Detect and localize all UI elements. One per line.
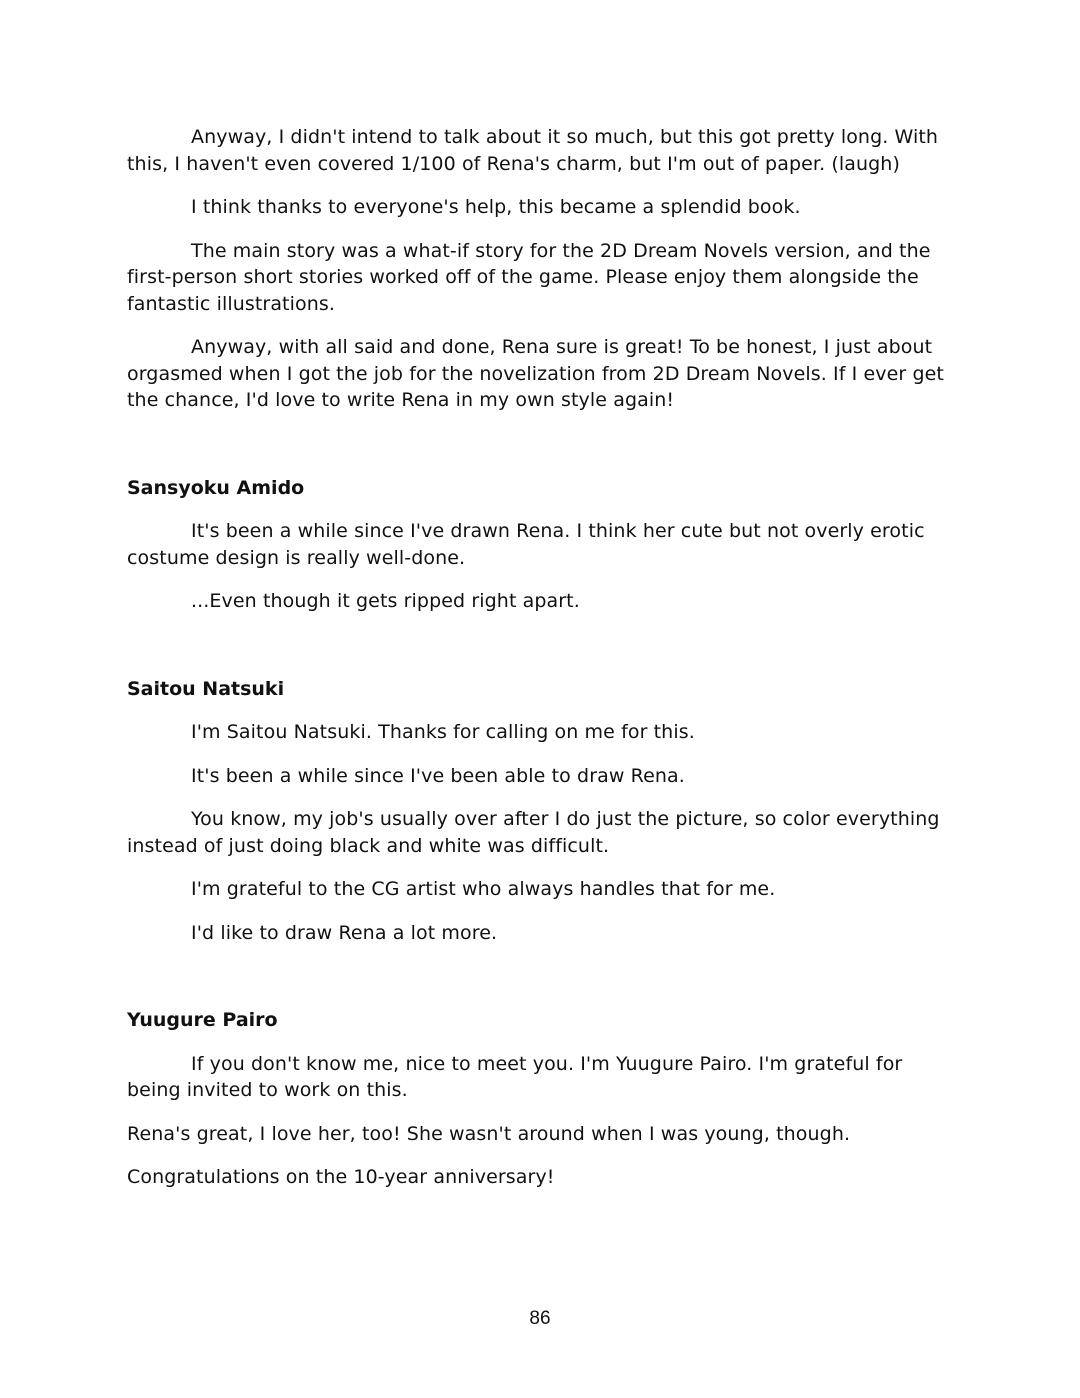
section-paragraph: I'm Saitou Natsuki. Thanks for calling on me for this. <box>191 721 695 743</box>
page-body <box>127 124 957 1208</box>
section-paragraph: ...Even though it gets ripped right apart. <box>191 590 580 612</box>
section-heading: Sansyoku Amido <box>127 476 305 499</box>
section-sansyoku-amido <box>127 475 957 615</box>
intro-paragraph: The main story was a what-if story for the 2D Dream Novels version, and the first-person short stories worked off of the game. Please enjoy them alongside the fantastic illustrations. <box>127 239 931 315</box>
section-paragraph: You know, my job's usually over after I do just the picture, so color everything instead of just doing black and white was difficult. <box>127 808 940 857</box>
section-yuugure-pairo <box>127 1007 957 1191</box>
intro-paragraph: Anyway, I didn't intend to talk about it so much, but this got pretty long. With this, I haven't even covered 1/100 of Rena's charm, but I'm out of paper. (laugh) <box>127 126 939 175</box>
section-paragraph: If you don't know me, nice to meet you. I'm Yuugure Pairo. I'm grateful for being invited to work on this. <box>127 1052 903 1101</box>
section-paragraph: Rena's great, I love her, too! She wasn't around when I was young, though. <box>127 1122 851 1145</box>
section-heading: Yuugure Pairo <box>127 1009 278 1031</box>
section-spacer <box>127 431 957 475</box>
section-saitou-natsuki <box>127 676 957 947</box>
intro-paragraph: Anyway, with all said and done, Rena sure is great! To be honest, I just about orgasmed when I got the job for the novelization from 2D Dream Novels. If I ever get the chance, I'd love to write Rena in my own style again! <box>127 336 944 411</box>
section-heading: Saitou Natsuki <box>127 677 285 700</box>
section-paragraph: It's been a while since I've drawn Rena. I think her cute but not overly erotic costume design is really well-done. <box>127 520 925 569</box>
intro-paragraph: I think thanks to everyone's help, this became a splendid book. <box>191 196 801 218</box>
section-spacer <box>127 632 957 676</box>
section-paragraph: I'm grateful to the CG artist who always handles that for me. <box>191 878 776 900</box>
section-paragraph: Congratulations on the 10-year anniversary! <box>127 1166 555 1188</box>
page-number: 86 <box>529 1308 551 1329</box>
section-paragraph: I'd like to draw Rena a lot more. <box>191 921 498 944</box>
section-spacer <box>127 963 957 1007</box>
section-paragraph: It's been a while since I've been able to draw Rena. <box>191 764 685 787</box>
